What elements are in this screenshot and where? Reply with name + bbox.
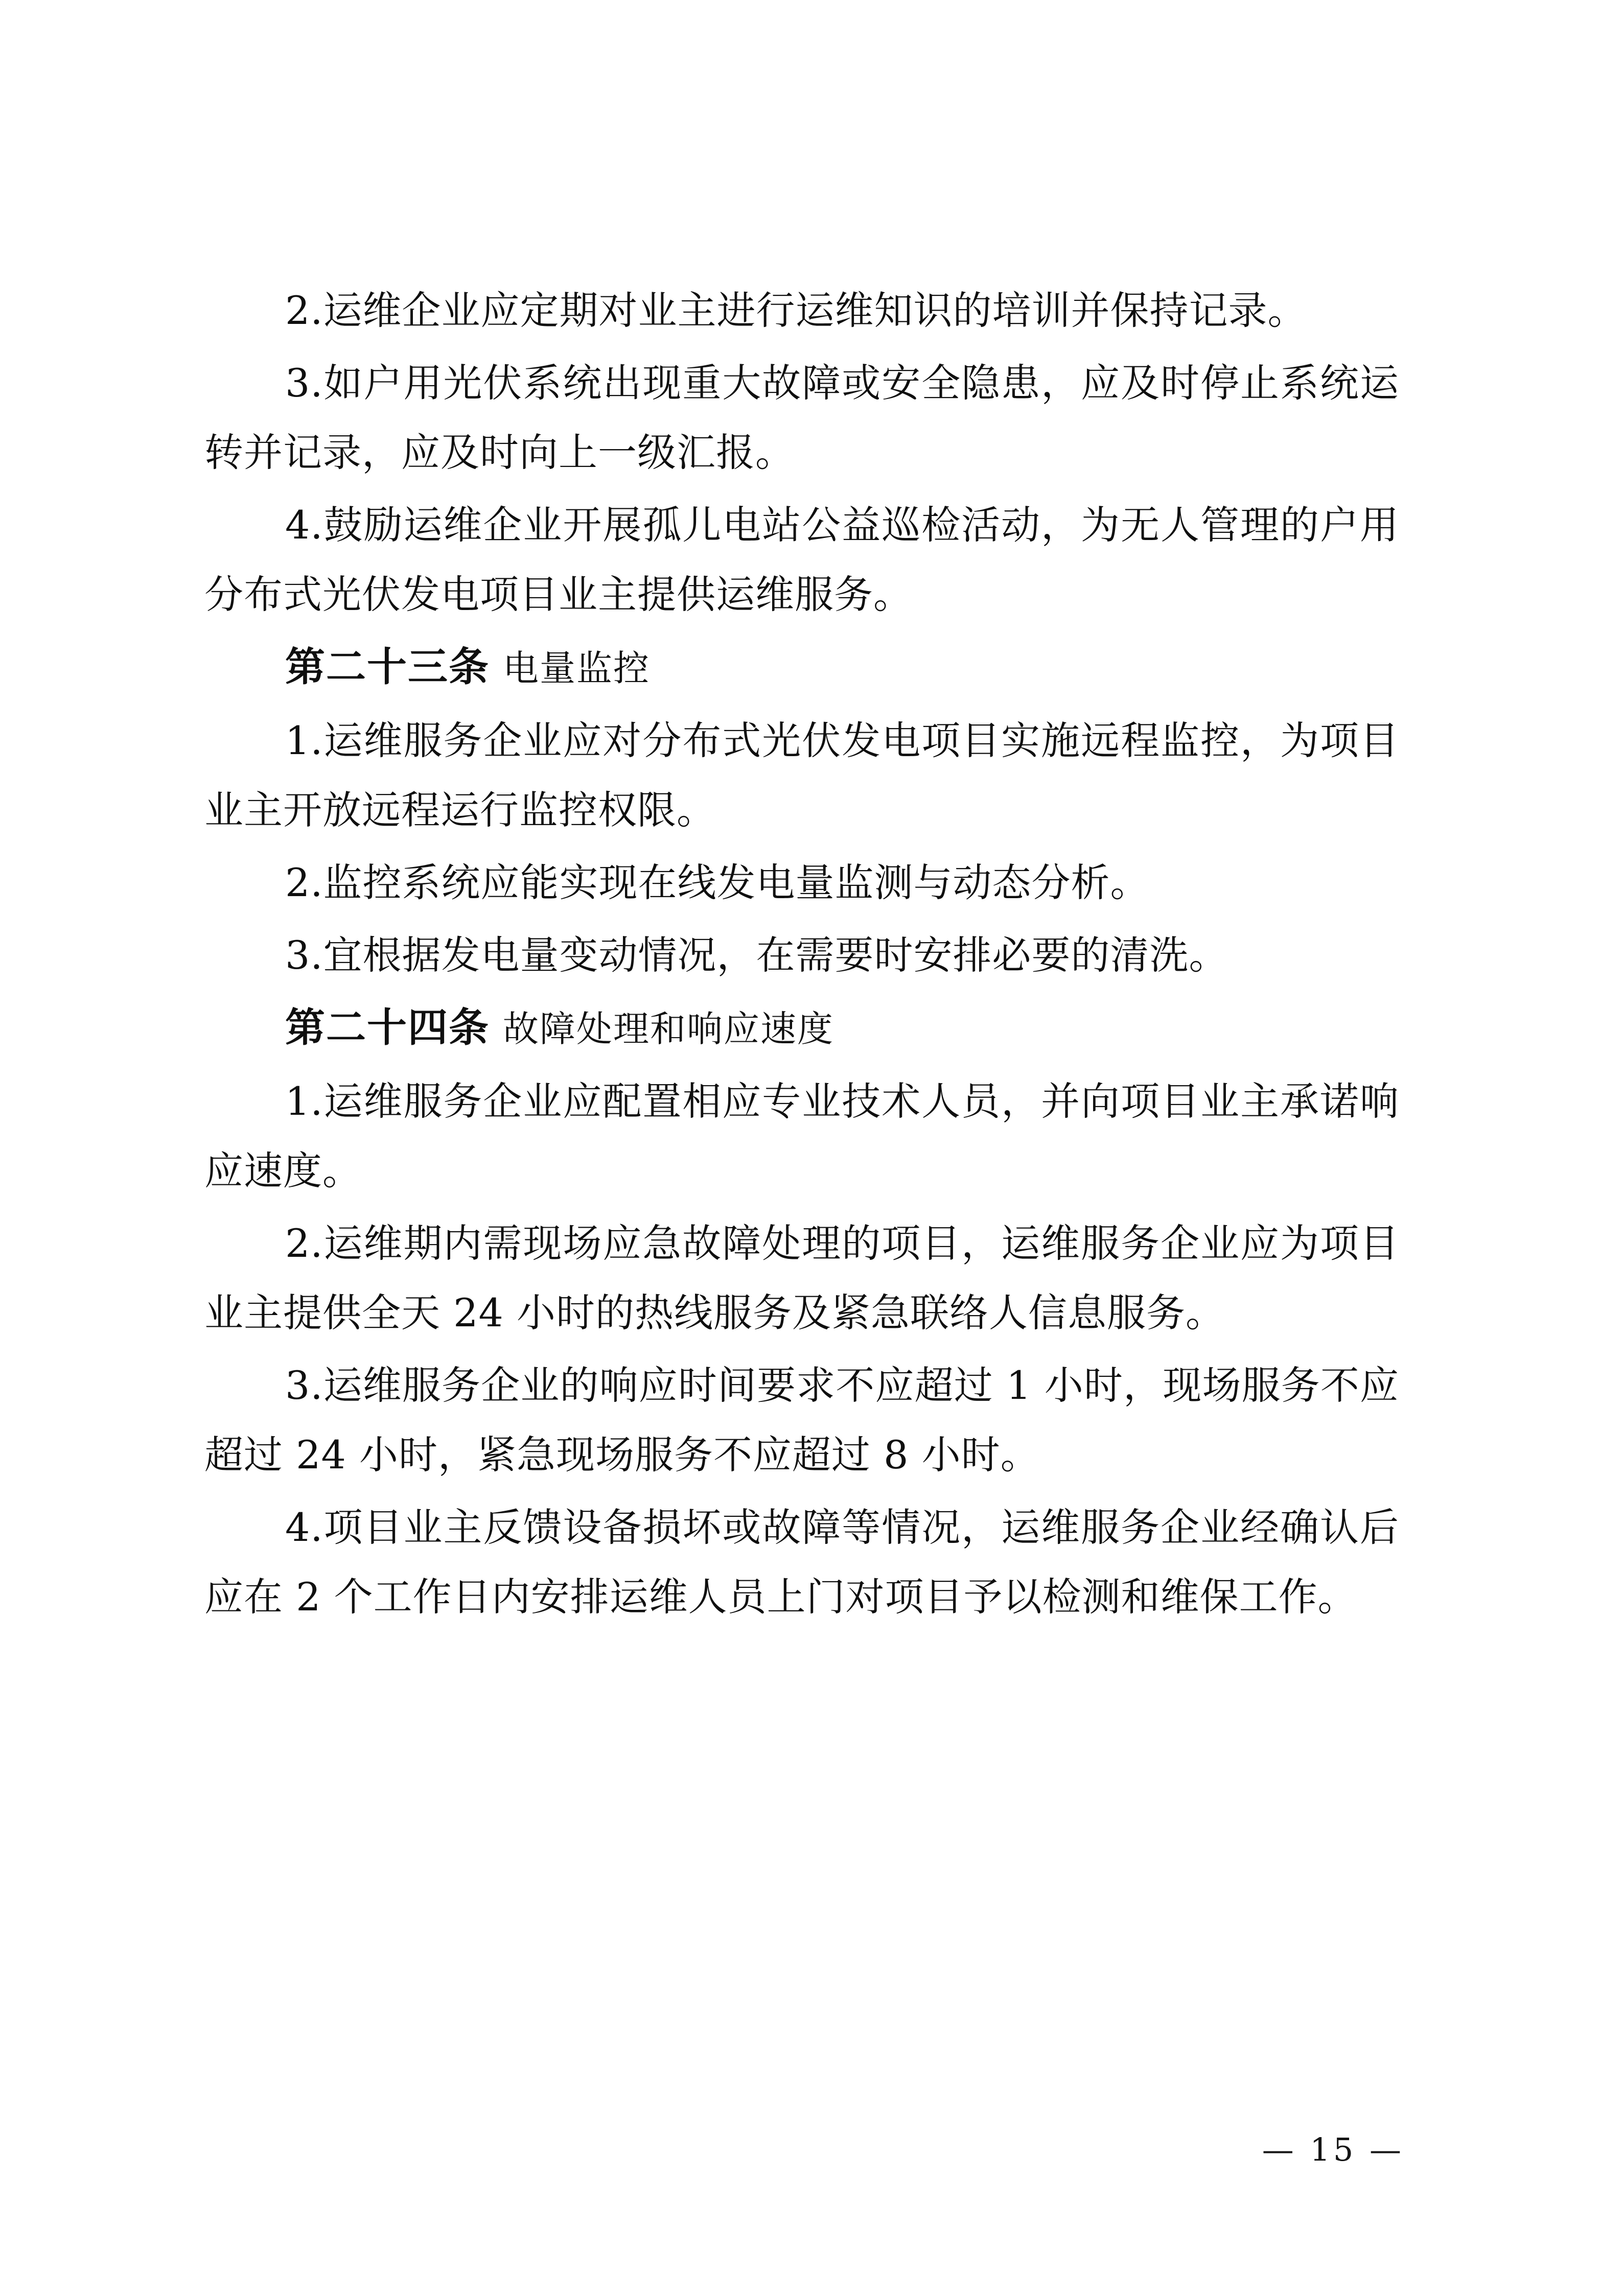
- article-24-heading: [204, 993, 1399, 1064]
- article-24-label: 第二十四条: [285, 1004, 490, 1051]
- clause-22-item-2: 2.运维企业应定期对业主进行运维知识的培训并保持记录。: [285, 288, 1307, 333]
- page-number: — 15 —: [1262, 2131, 1404, 2168]
- clause-23-item-1: 1.运维服务企业应对分布式光伏发电项目实施远程监控，为项目业主开放远程运行监控权限。: [204, 718, 1399, 833]
- article-23-title: 电量监控: [503, 647, 651, 689]
- clause-24-item-4: 4.项目业主反馈设备损坏或故障等情况，运维服务企业经确认后应在 2 个工作日内安排运维人员上门对项目予以检测和维保工作。: [204, 1505, 1399, 1620]
- clause-22-item-4: 4.鼓励运维企业开展孤儿电站公益巡检活动，为无人管理的户用分布式光伏发电项目业主提供运维服务。: [204, 502, 1399, 617]
- article-23-label: 第二十三条: [285, 644, 490, 690]
- document-body: [204, 276, 1399, 1632]
- clause-22-item-3: 3.如户用光伏系统出现重大故障或安全隐患，应及时停止系统运转并记录，应及时向上一级汇报。: [204, 360, 1399, 475]
- clause-24-item-3: 3.运维服务企业的响应时间要求不应超过 1 小时，现场服务不应超过 24 小时，紧急现场服务不应超过 8 小时。: [204, 1363, 1399, 1478]
- article-23-heading: [204, 632, 1399, 703]
- clause-24-item-1: 1.运维服务企业应配置相应专业技术人员，并向项目业主承诺响应速度。: [204, 1079, 1399, 1193]
- article-24-title: 故障处理和响应速度: [503, 1008, 834, 1050]
- clause-24-item-2: 2.运维期内需现场应急故障处理的项目，运维服务企业应为项目业主提供全天 24 小时的热线服务及紧急联络人信息服务。: [204, 1221, 1399, 1336]
- clause-23-item-2: 2.监控系统应能实现在线发电量监测与动态分析。: [285, 860, 1150, 905]
- clause-23-item-3: 3.宜根据发电量变动情况，在需要时安排必要的清洗。: [285, 932, 1228, 978]
